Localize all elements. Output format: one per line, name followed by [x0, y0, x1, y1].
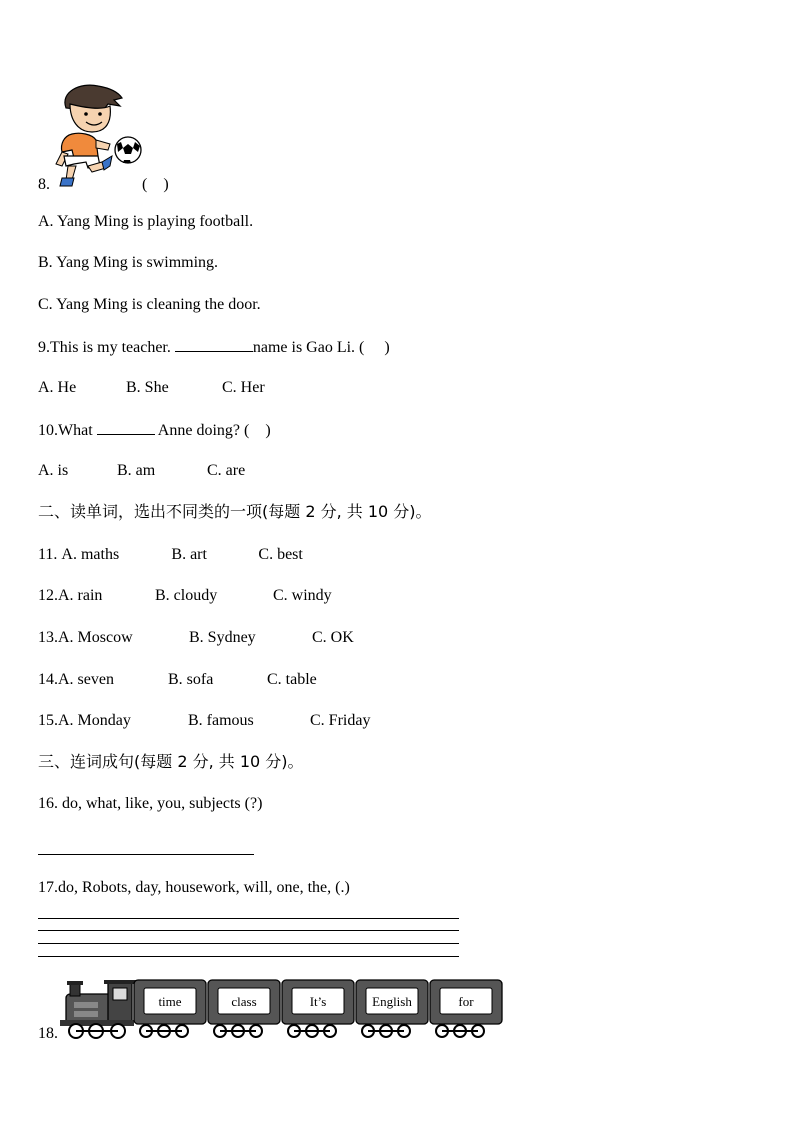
train-car-1: [134, 980, 206, 1037]
section-2-heading: 二、读单词，选出不同类的一项(每题 2 分, 共 10 分)。: [38, 502, 432, 521]
question-14-option-b: B. sofa: [168, 671, 214, 688]
question-9-text-before: 9.This is my teacher.: [38, 339, 171, 356]
question-13-option-c: C. OK: [312, 629, 354, 646]
section-3-heading: 三、连词成句(每题 2 分, 共 10 分)。: [38, 752, 304, 771]
question-9-option-c: C. Her: [222, 379, 265, 396]
question-17-answer-line-2[interactable]: [38, 930, 459, 931]
question-13-option-b: B. Sydney: [189, 629, 256, 646]
question-10-option-a: A. is: [38, 462, 69, 479]
question-11: [38, 545, 303, 565]
train-word-5: for: [458, 994, 474, 1009]
question-11-option-c: C. best: [258, 546, 303, 563]
question-9-text-after: name is Gao Li. ( ): [252, 339, 390, 356]
train-car-5: [430, 980, 502, 1037]
train-car-3: [282, 980, 354, 1037]
question-16-answer-line[interactable]: [38, 854, 254, 855]
question-14-option-a: A. seven: [58, 671, 114, 688]
train-car-4: [356, 980, 428, 1037]
question-8-number: 8.: [38, 176, 50, 193]
question-10-blank[interactable]: [97, 420, 155, 435]
question-11-option-a: A. maths: [61, 546, 120, 563]
train-word-4: English: [372, 994, 412, 1009]
question-15: [38, 711, 370, 731]
boy-playing-football-illustration: [52, 82, 144, 190]
question-12-option-b: B. cloudy: [155, 587, 218, 604]
question-12-option-a: A. rain: [58, 587, 103, 604]
question-13-number: 13.: [38, 629, 58, 646]
question-18-number: 18.: [38, 1025, 58, 1042]
question-17-answer-line-3[interactable]: [38, 943, 459, 944]
question-10-option-b: B. am: [117, 462, 156, 479]
question-10-text-after: Anne doing? ( ): [157, 422, 271, 439]
question-11-number: 11.: [38, 546, 58, 563]
question-10-stem: [38, 420, 271, 441]
question-15-option-b: B. famous: [188, 712, 254, 729]
question-17-answer-line-4[interactable]: [38, 956, 459, 957]
question-12-option-c: C. windy: [273, 587, 332, 604]
question-13-option-a: A. Moscow: [58, 629, 133, 646]
question-8-option-c: C. Yang Ming is cleaning the door.: [38, 296, 261, 313]
question-12-number: 12.: [38, 587, 58, 604]
question-12: [38, 586, 332, 606]
question-15-option-c: C. Friday: [310, 712, 371, 729]
question-13: [38, 628, 354, 648]
question-9-option-a: A. He: [38, 379, 77, 396]
train-word-1: time: [158, 994, 182, 1009]
question-8-option-b: B. Yang Ming is swimming.: [38, 254, 219, 271]
question-14-number: 14.: [38, 671, 58, 688]
question-10-option-c: C. are: [207, 462, 246, 479]
question-14-option-c: C. table: [267, 671, 317, 688]
question-9-blank[interactable]: [175, 337, 253, 352]
question-8-option-a: A. Yang Ming is playing football.: [38, 213, 254, 230]
question-17-answer-line-1[interactable]: [38, 918, 459, 919]
question-8-stem: [38, 175, 169, 195]
train-word-2: class: [231, 994, 257, 1009]
question-11-option-b: B. art: [171, 546, 207, 563]
question-16-stem: 16. do, what, like, you, subjects (?): [38, 795, 263, 812]
question-14: [38, 670, 317, 690]
question-9-options: [38, 378, 265, 398]
question-9-stem: [38, 337, 390, 358]
question-10-options: [38, 461, 245, 481]
train-word-3: It’s: [309, 994, 327, 1009]
train-car-2: [208, 980, 280, 1037]
question-9-option-b: B. She: [126, 379, 169, 396]
locomotive-icon: [60, 980, 136, 1038]
question-17-stem: 17.do, Robots, day, housework, will, one, the, (.): [38, 879, 350, 896]
question-10-text-before: 10.What: [38, 422, 93, 439]
question-15-option-a: A. Monday: [58, 712, 131, 729]
word-train-illustration: [60, 976, 504, 1042]
question-8-answer-bracket: ( ): [142, 176, 169, 193]
question-15-number: 15.: [38, 712, 58, 729]
